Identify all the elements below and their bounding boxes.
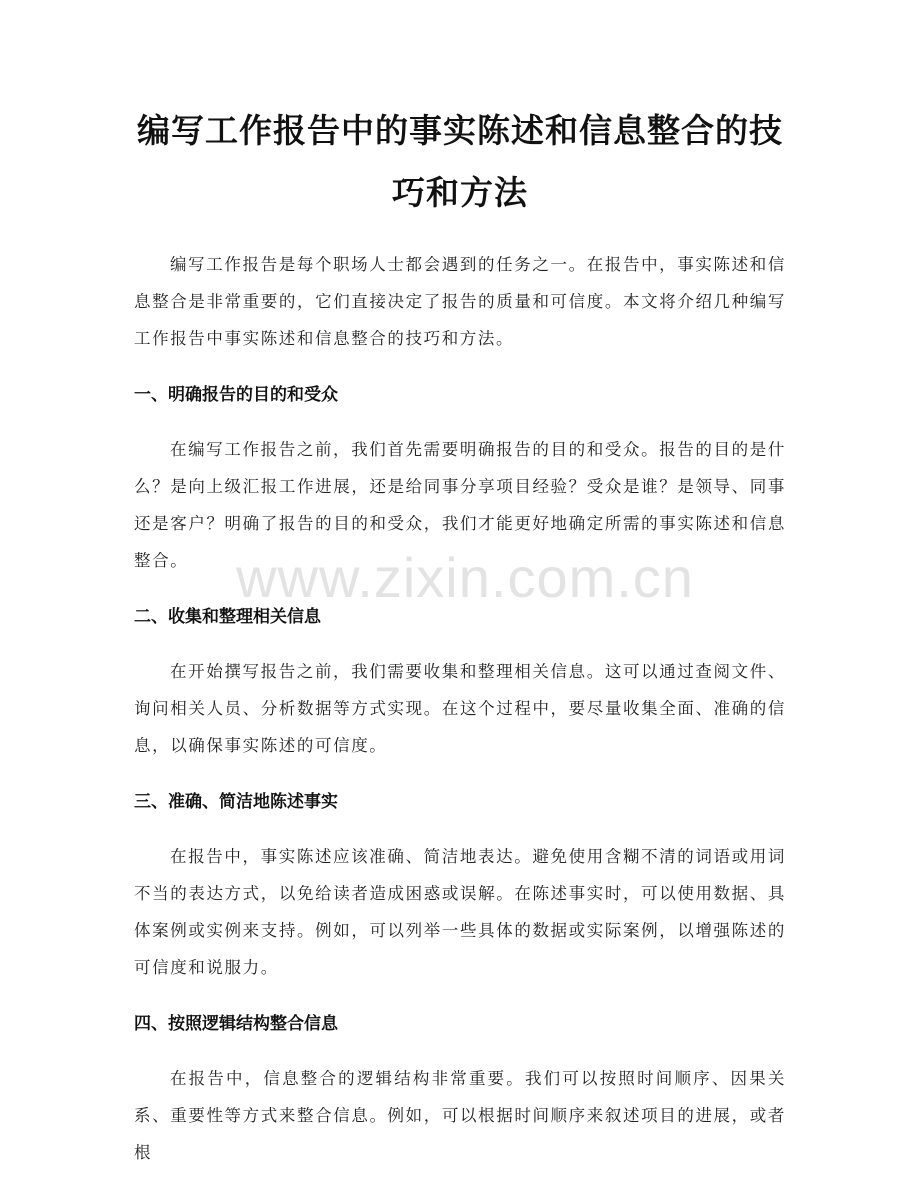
watermark: www.zixin.com.cn: [236, 546, 694, 609]
document-body: [134, 246, 786, 1171]
section-paragraph-2: 在开始撰写报告之前，我们需要收集和整理相关信息。这可以通过查阅文件、询问相关人员、分析数据等方式实现。在这个过程中，要尽量收集全面、准确的信息，以确保事实陈述的可信度。: [134, 662, 786, 755]
section-heading-2: 二、收集和整理相关信息: [134, 607, 321, 627]
section-heading-4: 四、按照逻辑结构整合信息: [134, 1014, 338, 1034]
section-paragraph-4: 在报告中，信息整合的逻辑结构非常重要。我们可以按照时间顺序、因果关系、重要性等方式来整合信息。例如，可以根据时间顺序来叙述项目的进展，或者根: [134, 1069, 786, 1162]
intro-paragraph: 编写工作报告是每个职场人士都会遇到的任务之一。在报告中，事实陈述和信息整合是非常重要的，它们直接决定了报告的质量和可信度。本文将介绍几种编写工作报告中事实陈述和信息整合的技巧和方法。: [134, 255, 786, 348]
section-heading-1: 一、明确报告的目的和受众: [134, 385, 338, 405]
section-heading-3: 三、准确、简洁地陈述事实: [134, 792, 338, 812]
section-paragraph-1: 在编写工作报告之前，我们首先需要明确报告的目的和受众。报告的目的是什么？是向上级汇报工作进展，还是给同事分享项目经验？受众是谁？是领导、同事还是客户？明确了报告的目的和受众，我们才能更好地确定所需的事实陈述和信息整合。: [134, 440, 786, 570]
document-title: 编写工作报告中的事实陈述和信息整合的技巧和方法: [137, 111, 783, 212]
section-paragraph-3: 在报告中，事实陈述应该准确、简洁地表达。避免使用含糊不清的词语或用词不当的表达方式，以免给读者造成困惑或误解。在陈述事实时，可以使用数据、具体案例或实例来支持。例如，可以列举一些具体的数据或实际案例，以增强陈述的可信度和说服力。: [134, 847, 786, 977]
